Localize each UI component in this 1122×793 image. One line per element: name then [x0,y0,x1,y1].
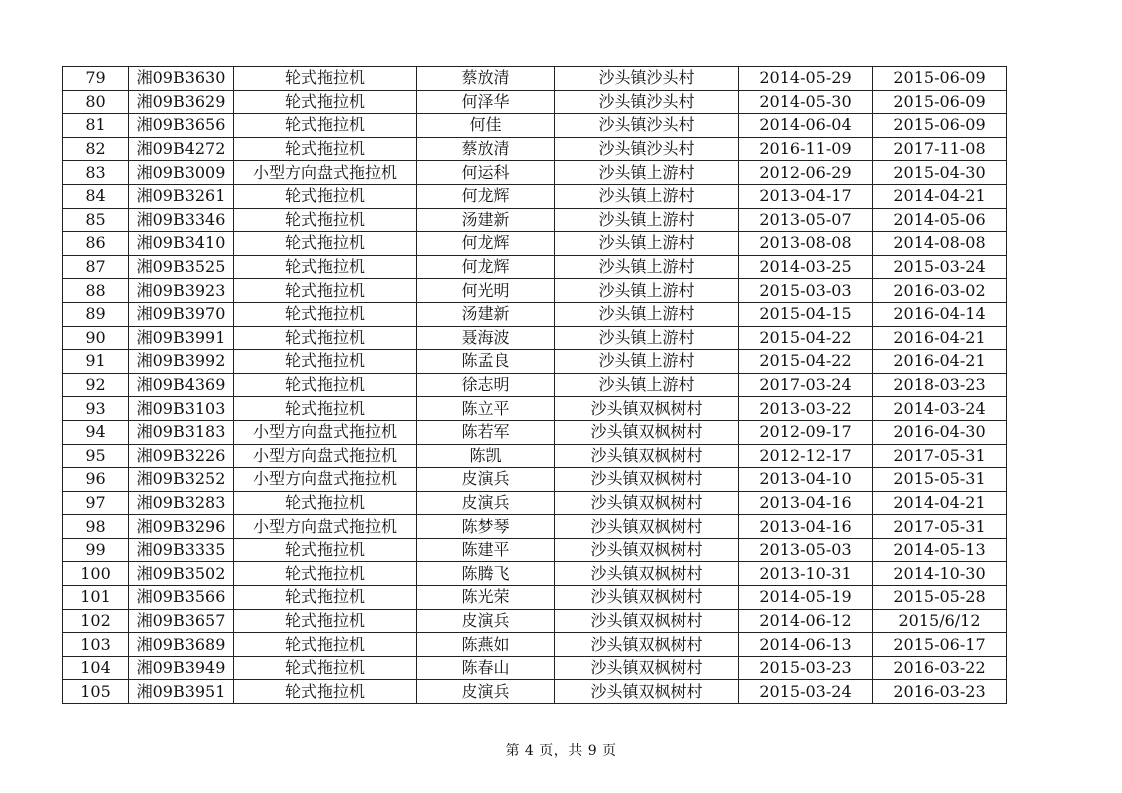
machine-type-cell: 轮式拖拉机 [234,90,417,114]
plate-number-cell: 湘09B3252 [129,468,234,492]
start-date-cell: 2015-03-24 [739,680,873,704]
machine-type-cell: 轮式拖拉机 [234,350,417,374]
row-number-cell: 104 [63,656,129,680]
row-number-cell: 84 [63,184,129,208]
start-date-cell: 2013-04-17 [739,184,873,208]
address-cell: 沙头镇双枫树村 [555,609,739,633]
start-date-cell: 2014-06-12 [739,609,873,633]
address-cell: 沙头镇双枫树村 [555,586,739,610]
machine-type-cell: 轮式拖拉机 [234,397,417,421]
row-number-cell: 98 [63,515,129,539]
end-date-cell: 2014-05-06 [873,208,1007,232]
start-date-cell: 2013-03-22 [739,397,873,421]
address-cell: 沙头镇上游村 [555,302,739,326]
plate-number-cell: 湘09B3657 [129,609,234,633]
table-row [63,515,1007,539]
address-cell: 沙头镇双枫树村 [555,538,739,562]
machine-type-cell: 轮式拖拉机 [234,680,417,704]
plate-number-cell: 湘09B3923 [129,279,234,303]
plate-number-cell: 湘09B3410 [129,232,234,256]
plate-number-cell: 湘09B4369 [129,373,234,397]
start-date-cell: 2015-04-22 [739,350,873,374]
row-number-cell: 81 [63,114,129,138]
machine-type-cell: 轮式拖拉机 [234,255,417,279]
start-date-cell: 2016-11-09 [739,137,873,161]
table-row [63,114,1007,138]
row-number-cell: 89 [63,302,129,326]
owner-name-cell: 皮演兵 [417,491,555,515]
table-row [63,232,1007,256]
machine-type-cell: 轮式拖拉机 [234,586,417,610]
row-number-cell: 105 [63,680,129,704]
machine-type-cell: 轮式拖拉机 [234,491,417,515]
owner-name-cell: 聂海波 [417,326,555,350]
end-date-cell: 2014-08-08 [873,232,1007,256]
table-row [63,586,1007,610]
row-number-cell: 99 [63,538,129,562]
end-date-cell: 2014-05-13 [873,538,1007,562]
end-date-cell: 2016-03-22 [873,656,1007,680]
end-date-cell: 2017-11-08 [873,137,1007,161]
row-number-cell: 79 [63,67,129,91]
address-cell: 沙头镇双枫树村 [555,680,739,704]
table-row [63,491,1007,515]
end-date-cell: 2014-10-30 [873,562,1007,586]
tractor-registry-table [62,66,1007,704]
machine-type-cell: 轮式拖拉机 [234,326,417,350]
plate-number-cell: 湘09B3630 [129,67,234,91]
machine-type-cell: 小型方向盘式拖拉机 [234,420,417,444]
start-date-cell: 2013-05-03 [739,538,873,562]
address-cell: 沙头镇上游村 [555,279,739,303]
row-number-cell: 86 [63,232,129,256]
address-cell: 沙头镇上游村 [555,184,739,208]
row-number-cell: 93 [63,397,129,421]
plate-number-cell: 湘09B3183 [129,420,234,444]
machine-type-cell: 轮式拖拉机 [234,279,417,303]
end-date-cell: 2016-04-14 [873,302,1007,326]
table-row [63,161,1007,185]
owner-name-cell: 陈腾飞 [417,562,555,586]
start-date-cell: 2014-05-29 [739,67,873,91]
machine-type-cell: 轮式拖拉机 [234,302,417,326]
table-row [63,67,1007,91]
owner-name-cell: 何泽华 [417,90,555,114]
machine-type-cell: 轮式拖拉机 [234,609,417,633]
plate-number-cell: 湘09B3296 [129,515,234,539]
row-number-cell: 100 [63,562,129,586]
plate-number-cell: 湘09B3949 [129,656,234,680]
start-date-cell: 2013-04-16 [739,491,873,515]
machine-type-cell: 轮式拖拉机 [234,208,417,232]
plate-number-cell: 湘09B3502 [129,562,234,586]
owner-name-cell: 何佳 [417,114,555,138]
address-cell: 沙头镇双枫树村 [555,468,739,492]
plate-number-cell: 湘09B3103 [129,397,234,421]
plate-number-cell: 湘09B3656 [129,114,234,138]
address-cell: 沙头镇双枫树村 [555,444,739,468]
address-cell: 沙头镇上游村 [555,208,739,232]
end-date-cell: 2016-03-02 [873,279,1007,303]
machine-type-cell: 轮式拖拉机 [234,232,417,256]
plate-number-cell: 湘09B3992 [129,350,234,374]
plate-number-cell: 湘09B3525 [129,255,234,279]
row-number-cell: 91 [63,350,129,374]
table-row [63,633,1007,657]
end-date-cell: 2015-04-30 [873,161,1007,185]
table-row [63,208,1007,232]
table-row [63,656,1007,680]
plate-number-cell: 湘09B3335 [129,538,234,562]
row-number-cell: 82 [63,137,129,161]
machine-type-cell: 轮式拖拉机 [234,114,417,138]
end-date-cell: 2017-05-31 [873,515,1007,539]
table-row [63,373,1007,397]
table-row [63,420,1007,444]
end-date-cell: 2015-06-09 [873,67,1007,91]
end-date-cell: 2014-04-21 [873,184,1007,208]
end-date-cell: 2016-04-21 [873,350,1007,374]
owner-name-cell: 陈光荣 [417,586,555,610]
end-date-cell: 2018-03-23 [873,373,1007,397]
table-row [63,90,1007,114]
owner-name-cell: 何龙辉 [417,232,555,256]
row-number-cell: 90 [63,326,129,350]
end-date-cell: 2016-04-30 [873,420,1007,444]
plate-number-cell: 湘09B3009 [129,161,234,185]
plate-number-cell: 湘09B3566 [129,586,234,610]
machine-type-cell: 轮式拖拉机 [234,137,417,161]
row-number-cell: 83 [63,161,129,185]
row-number-cell: 102 [63,609,129,633]
owner-name-cell: 陈建平 [417,538,555,562]
owner-name-cell: 陈凯 [417,444,555,468]
end-date-cell: 2016-04-21 [873,326,1007,350]
owner-name-cell: 汤建新 [417,208,555,232]
owner-name-cell: 汤建新 [417,302,555,326]
row-number-cell: 97 [63,491,129,515]
table-row [63,538,1007,562]
owner-name-cell: 何运科 [417,161,555,185]
table-row [63,184,1007,208]
start-date-cell: 2014-05-19 [739,586,873,610]
owner-name-cell: 蔡放清 [417,67,555,91]
start-date-cell: 2013-10-31 [739,562,873,586]
end-date-cell: 2015-06-09 [873,114,1007,138]
machine-type-cell: 轮式拖拉机 [234,67,417,91]
address-cell: 沙头镇双枫树村 [555,562,739,586]
table-row [63,350,1007,374]
end-date-cell: 2015-03-24 [873,255,1007,279]
row-number-cell: 80 [63,90,129,114]
plate-number-cell: 湘09B3991 [129,326,234,350]
start-date-cell: 2014-03-25 [739,255,873,279]
address-cell: 沙头镇双枫树村 [555,656,739,680]
owner-name-cell: 何龙辉 [417,255,555,279]
row-number-cell: 87 [63,255,129,279]
end-date-cell: 2015-05-31 [873,468,1007,492]
address-cell: 沙头镇沙头村 [555,114,739,138]
plate-number-cell: 湘09B3283 [129,491,234,515]
row-number-cell: 92 [63,373,129,397]
owner-name-cell: 皮演兵 [417,468,555,492]
start-date-cell: 2015-03-03 [739,279,873,303]
end-date-cell: 2017-05-31 [873,444,1007,468]
address-cell: 沙头镇双枫树村 [555,420,739,444]
row-number-cell: 103 [63,633,129,657]
table-row [63,137,1007,161]
table-row [63,279,1007,303]
start-date-cell: 2013-08-08 [739,232,873,256]
address-cell: 沙头镇上游村 [555,161,739,185]
address-cell: 沙头镇上游村 [555,373,739,397]
address-cell: 沙头镇上游村 [555,350,739,374]
address-cell: 沙头镇双枫树村 [555,515,739,539]
machine-type-cell: 小型方向盘式拖拉机 [234,468,417,492]
owner-name-cell: 蔡放清 [417,137,555,161]
plate-number-cell: 湘09B4272 [129,137,234,161]
document-page [62,66,1006,704]
owner-name-cell: 何龙辉 [417,184,555,208]
start-date-cell: 2015-04-15 [739,302,873,326]
end-date-cell: 2016-03-23 [873,680,1007,704]
table-row [63,255,1007,279]
start-date-cell: 2013-04-10 [739,468,873,492]
plate-number-cell: 湘09B3226 [129,444,234,468]
owner-name-cell: 陈春山 [417,656,555,680]
row-number-cell: 95 [63,444,129,468]
machine-type-cell: 小型方向盘式拖拉机 [234,515,417,539]
address-cell: 沙头镇双枫树村 [555,633,739,657]
table-row [63,562,1007,586]
machine-type-cell: 轮式拖拉机 [234,184,417,208]
start-date-cell: 2017-03-24 [739,373,873,397]
address-cell: 沙头镇上游村 [555,255,739,279]
table-row [63,680,1007,704]
machine-type-cell: 轮式拖拉机 [234,633,417,657]
row-number-cell: 85 [63,208,129,232]
end-date-cell: 2014-03-24 [873,397,1007,421]
end-date-cell: 2014-04-21 [873,491,1007,515]
address-cell: 沙头镇双枫树村 [555,397,739,421]
plate-number-cell: 湘09B3689 [129,633,234,657]
row-number-cell: 88 [63,279,129,303]
owner-name-cell: 皮演兵 [417,609,555,633]
plate-number-cell: 湘09B3346 [129,208,234,232]
machine-type-cell: 小型方向盘式拖拉机 [234,161,417,185]
owner-name-cell: 陈立平 [417,397,555,421]
row-number-cell: 101 [63,586,129,610]
start-date-cell: 2012-09-17 [739,420,873,444]
owner-name-cell: 徐志明 [417,373,555,397]
machine-type-cell: 轮式拖拉机 [234,562,417,586]
machine-type-cell: 轮式拖拉机 [234,656,417,680]
table-body [63,67,1007,704]
start-date-cell: 2015-03-23 [739,656,873,680]
owner-name-cell: 陈燕如 [417,633,555,657]
machine-type-cell: 轮式拖拉机 [234,373,417,397]
end-date-cell: 2015-05-28 [873,586,1007,610]
start-date-cell: 2014-06-13 [739,633,873,657]
start-date-cell: 2012-12-17 [739,444,873,468]
end-date-cell: 2015-06-09 [873,90,1007,114]
address-cell: 沙头镇沙头村 [555,90,739,114]
start-date-cell: 2013-04-16 [739,515,873,539]
plate-number-cell: 湘09B3970 [129,302,234,326]
row-number-cell: 94 [63,420,129,444]
start-date-cell: 2015-04-22 [739,326,873,350]
start-date-cell: 2014-05-30 [739,90,873,114]
address-cell: 沙头镇上游村 [555,326,739,350]
address-cell: 沙头镇双枫树村 [555,491,739,515]
row-number-cell: 96 [63,468,129,492]
start-date-cell: 2014-06-04 [739,114,873,138]
owner-name-cell: 皮演兵 [417,680,555,704]
start-date-cell: 2013-05-07 [739,208,873,232]
owner-name-cell: 陈若军 [417,420,555,444]
plate-number-cell: 湘09B3261 [129,184,234,208]
table-row [63,609,1007,633]
table-row [63,302,1007,326]
address-cell: 沙头镇沙头村 [555,137,739,161]
start-date-cell: 2012-06-29 [739,161,873,185]
table-row [63,397,1007,421]
table-row [63,468,1007,492]
owner-name-cell: 陈孟良 [417,350,555,374]
machine-type-cell: 轮式拖拉机 [234,538,417,562]
end-date-cell: 2015/6/12 [873,609,1007,633]
table-row [63,326,1007,350]
end-date-cell: 2015-06-17 [873,633,1007,657]
machine-type-cell: 小型方向盘式拖拉机 [234,444,417,468]
plate-number-cell: 湘09B3951 [129,680,234,704]
table-row [63,444,1007,468]
address-cell: 沙头镇上游村 [555,232,739,256]
address-cell: 沙头镇沙头村 [555,67,739,91]
page-number-footer: 第 4 页，共 9 页 [505,743,617,759]
owner-name-cell: 何光明 [417,279,555,303]
owner-name-cell: 陈梦琴 [417,515,555,539]
plate-number-cell: 湘09B3629 [129,90,234,114]
